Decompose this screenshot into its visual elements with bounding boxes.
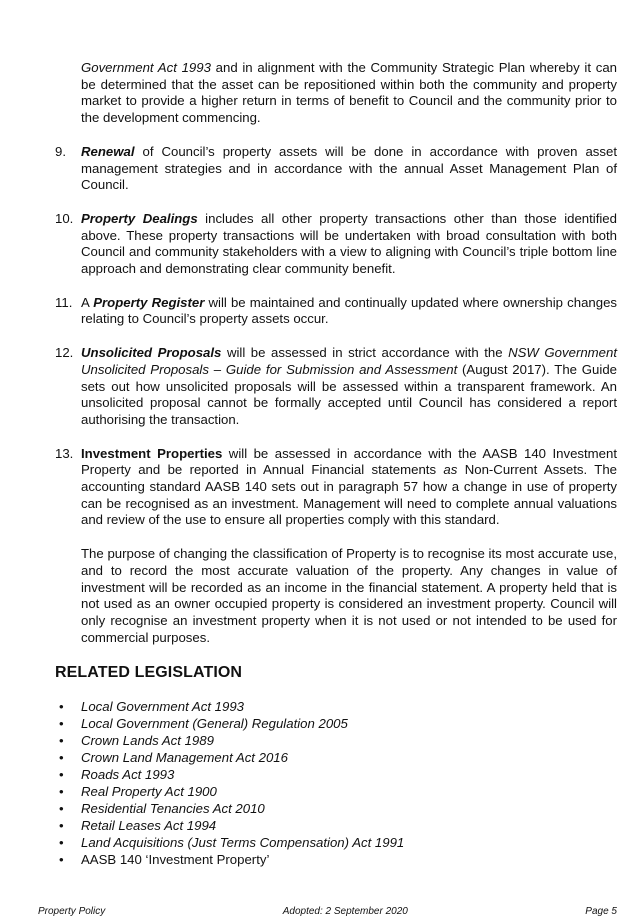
bullet-icon: •: [59, 733, 64, 749]
list-item-11: [55, 295, 617, 328]
item-italic: as: [443, 462, 458, 478]
item-text: [81, 144, 617, 194]
item-text: [81, 446, 617, 530]
list-item: [55, 766, 617, 783]
list-item: [55, 834, 617, 851]
list-item: [55, 783, 617, 800]
footer-adopted-date: Adopted: 2 September 2020: [282, 906, 408, 917]
legislation-name: Residential Tenancies Act 2010: [81, 801, 265, 817]
list-item-12: [55, 345, 617, 429]
bullet-icon: •: [59, 801, 64, 817]
bullet-icon: •: [59, 716, 64, 732]
item-number: 12.: [55, 345, 74, 361]
intro-text: and in alignment with the Community Strategic Plan whereby it can be determined that the asset can be repositioned within both the community and property market to provide a higher return in terms of benefit to Council and the community prior to the development commencing.: [81, 60, 617, 126]
legislation-name: Local Government (General) Regulation 2005: [81, 716, 348, 732]
legislation-name: Land Acquisitions (Just Terms Compensation) Act 1991: [81, 835, 405, 851]
list-item-10: [55, 211, 617, 278]
footer-document-title: Property Policy: [38, 906, 106, 917]
bullet-icon: •: [59, 767, 64, 783]
legislation-name: Crown Land Management Act 2016: [81, 750, 288, 766]
item-term: Unsolicited Proposals: [81, 345, 222, 361]
list-item: [55, 715, 617, 732]
list-item: [55, 698, 617, 715]
legislation-name: Retail Leases Act 1994: [81, 818, 217, 834]
legislation-name: Local Government Act 1993: [81, 699, 244, 715]
item-prefix: A: [81, 294, 94, 310]
legislation-name: AASB 140 ‘Investment Property’: [81, 852, 270, 868]
item-body: will be assessed in strict accordance with the: [221, 345, 509, 361]
list-item-9: [55, 144, 617, 194]
list-item: [55, 749, 617, 766]
legislation-list: [55, 698, 617, 868]
item-number: 9.: [55, 143, 66, 159]
item-body: of Council’s property assets will be done in accordance with proven asset management strategies and in accordance with the annual Asset Management Plan of Council.: [81, 143, 617, 193]
item-number: 13.: [55, 445, 74, 461]
bullet-icon: •: [59, 835, 64, 851]
section-heading: RELATED LEGISLATION: [55, 664, 243, 682]
item-text: [81, 345, 617, 429]
intro-paragraph: [55, 60, 617, 127]
item-term: Renewal: [81, 143, 135, 159]
item-italic: NSW Government Unsolicited Proposals – Guide for Submission and Assessment: [81, 345, 617, 377]
bullet-icon: •: [59, 750, 64, 766]
item-body: includes all other property transactions other than those identified above. These property transactions will be undertaken with broad consultation with both Council and community stakeholders with a view to aligning with Council’s triple bottom line approach and demonstrating clear community benefit.: [81, 210, 617, 277]
item-term: Investment Properties: [81, 445, 223, 461]
item-text: [81, 211, 617, 278]
legislation-name: Crown Lands Act 1989: [81, 733, 214, 749]
item-body: will be maintained and continually updated where ownership changes relating to Council’s property assets occur.: [81, 294, 618, 327]
document-body: [55, 60, 617, 868]
bullet-icon: •: [59, 699, 64, 715]
bullet-icon: •: [59, 784, 64, 800]
bullet-icon: •: [59, 852, 64, 868]
list-item: [55, 800, 617, 817]
item-body: (August 2017). The Guide sets out how unsolicited proposals will be assessed within a transparent framework. An unsolicited proposal cannot be formally accepted until Council has considered a report authorising the transaction.: [81, 361, 617, 427]
item-term: Property Dealings: [81, 210, 198, 226]
legislation-name: Real Property Act 1900: [81, 784, 217, 800]
intro-italic: Government Act 1993: [81, 60, 211, 75]
list-item-13: [55, 446, 617, 530]
item-term: Property Register: [93, 294, 205, 310]
page-footer: [38, 906, 617, 917]
item-text: [81, 295, 617, 328]
bullet-icon: •: [59, 818, 64, 834]
footer-page-number: Page 5: [585, 906, 617, 917]
item-body: Non-Current Assets. The accounting standard AASB 140 sets out in paragraph 57 how a change in use of property can be recognised as an investment. Management will need to complete annual valuations and review of the use to ensure all properties comply with this standard.: [81, 462, 618, 528]
list-item: [55, 851, 617, 868]
item-number: 11.: [55, 294, 73, 310]
purpose-paragraph: The purpose of changing the classification of Property is to recognise its most accurate use, and to record the most accurate valuation of the property. Any changes in value of investment will be recorded as an income in the financial statement. A property held that is not used as an owner occupied property is considered an investment property. Council will only recognise an investment property when it is not used or not intended to be used for commercial purposes.: [81, 546, 617, 645]
list-item: [55, 817, 617, 834]
legislation-name: Roads Act 1993: [81, 767, 175, 783]
item-number: 10.: [55, 210, 74, 226]
item-body: will be assessed in accordance with the AASB 140 Investment Property and be reported in Annual Financial statements: [81, 445, 617, 478]
list-item: [55, 732, 617, 749]
